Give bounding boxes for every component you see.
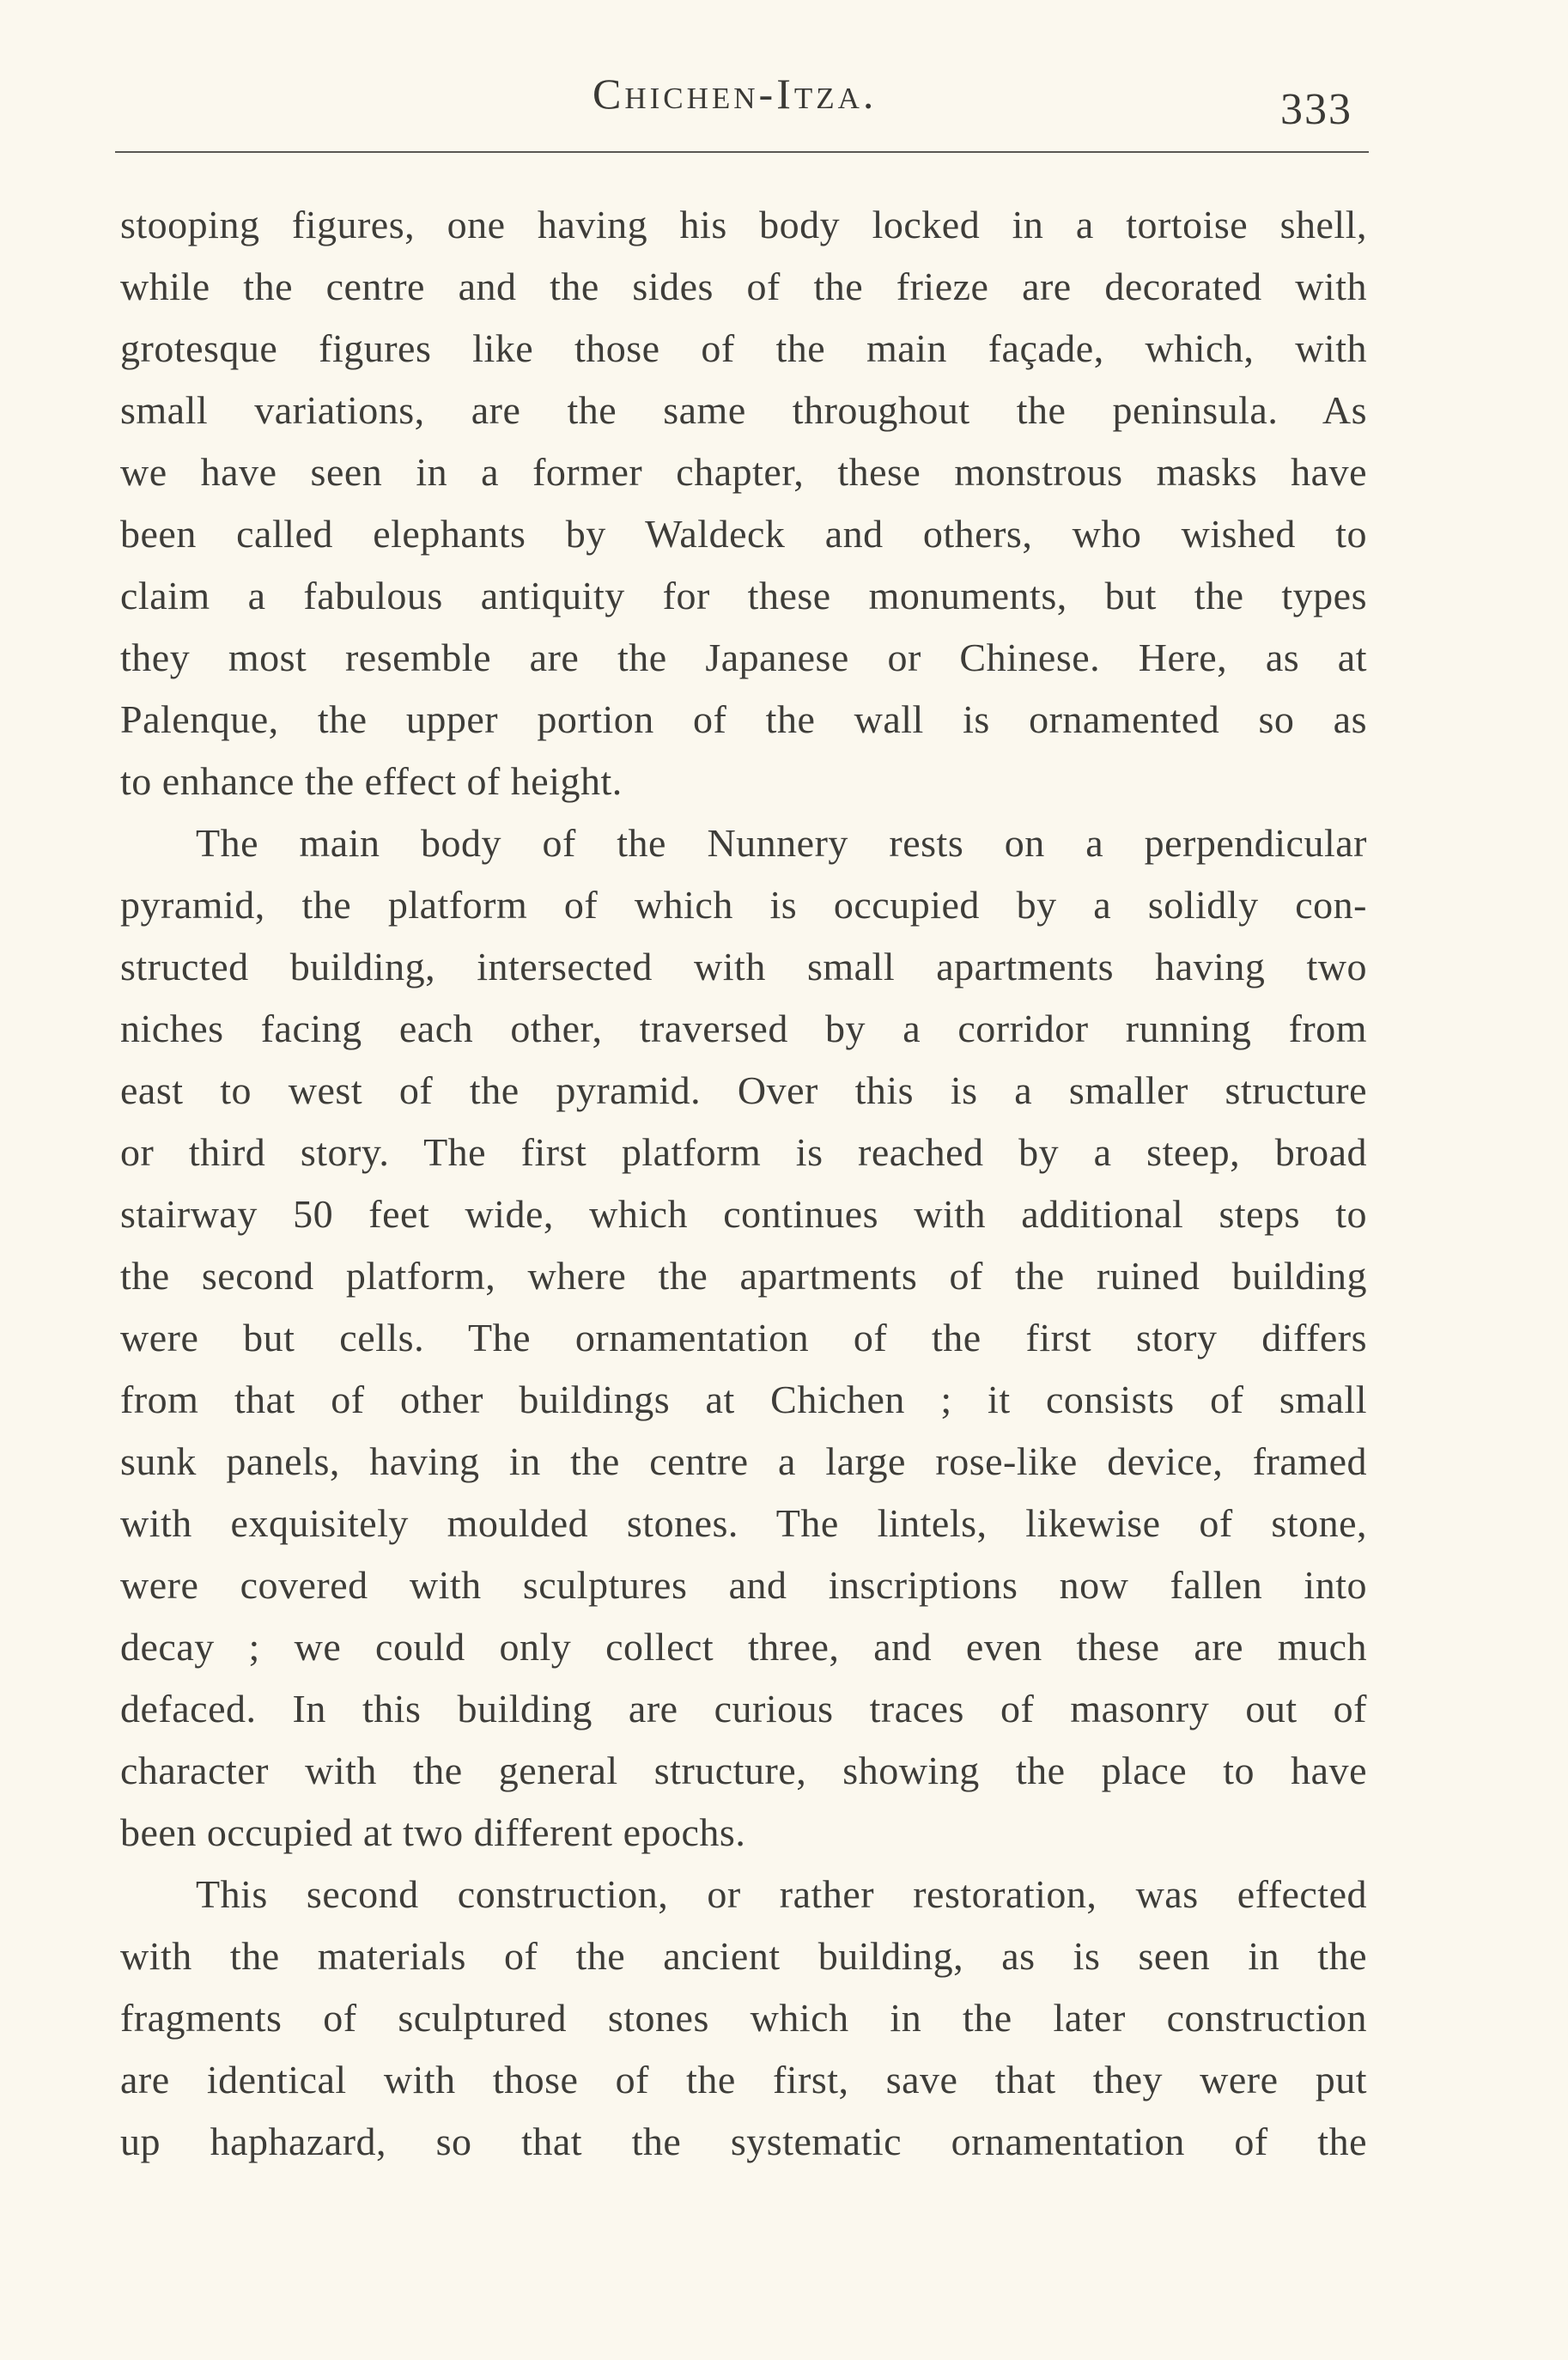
text-line: structed building, intersected with small apartments having two bbox=[120, 945, 1367, 988]
text-line: stairway 50 feet wide, which continues with additional steps to bbox=[120, 1192, 1367, 1236]
text-line: This second construction, or rather restoration, was effected bbox=[196, 1872, 1367, 1916]
text-line: sunk panels, having in the centre a large rose-like device, framed bbox=[120, 1439, 1367, 1483]
text-line: pyramid, the platform of which is occupied by a solidly con- bbox=[120, 883, 1367, 927]
text-line: decay ; we could only collect three, and even these are much bbox=[120, 1625, 1367, 1669]
text-line: grotesque figures like those of the main façade, which, with bbox=[120, 326, 1367, 370]
text-line: from that of other buildings at Chichen ; it consists of small bbox=[120, 1378, 1367, 1421]
text-line: The main body of the Nunnery rests on a perpendicular bbox=[196, 821, 1367, 865]
text-line: or third story. The first platform is reached by a steep, broad bbox=[120, 1130, 1367, 1174]
text-line: while the centre and the sides of the frieze are decorated with bbox=[120, 265, 1367, 308]
text-line: fragments of sculptured stones which in the later construction bbox=[120, 1996, 1367, 2040]
text-line: they most resemble are the Japanese or Chinese. Here, as at bbox=[120, 636, 1367, 679]
text-line: with the materials of the ancient building, as is seen in the bbox=[120, 1934, 1367, 1978]
paragraph-2 bbox=[120, 812, 1367, 1864]
text-line: up haphazard, so that the systematic ornamentation of the bbox=[120, 2120, 1367, 2163]
header-rule bbox=[115, 151, 1369, 153]
text-line: were covered with sculptures and inscriptions now fallen into bbox=[120, 1563, 1367, 1607]
text-line: east to west of the pyramid. Over this is a smaller structure bbox=[120, 1068, 1367, 1112]
text-line: we have seen in a former chapter, these monstrous masks have bbox=[120, 450, 1367, 494]
running-head bbox=[0, 60, 1568, 137]
text-line: defaced. In this building are curious traces of masonry out of bbox=[120, 1687, 1367, 1730]
text-line: small variations, are the same throughout the peninsula. As bbox=[120, 388, 1367, 432]
body-text bbox=[120, 194, 1367, 2173]
text-line: character with the general structure, showing the place to have bbox=[120, 1749, 1367, 1792]
page-number: 333 bbox=[1280, 85, 1352, 134]
text-line: to enhance the effect of height. bbox=[120, 759, 623, 803]
text-line: stooping figures, one having his body locked in a tortoise shell, bbox=[120, 203, 1367, 246]
text-line: are identical with those of the first, save that they were put bbox=[120, 2058, 1367, 2101]
text-line: been called elephants by Waldeck and others, who wished to bbox=[120, 512, 1367, 556]
text-line: with exquisitely moulded stones. The lintels, likewise of stone, bbox=[120, 1501, 1367, 1545]
text-line: Palenque, the upper portion of the wall is ornamented so as bbox=[120, 697, 1367, 741]
text-line: the second platform, where the apartments of the ruined building bbox=[120, 1254, 1367, 1298]
text-line: been occupied at two different epochs. bbox=[120, 1810, 746, 1854]
paragraph-3 bbox=[120, 1864, 1367, 2173]
text-line: niches facing each other, traversed by a corridor running from bbox=[120, 1007, 1367, 1050]
text-line: were but cells. The ornamentation of the first story differs bbox=[120, 1316, 1367, 1359]
text-line: claim a fabulous antiquity for these monuments, but the types bbox=[120, 574, 1367, 617]
paragraph-1 bbox=[120, 194, 1367, 812]
running-title: Chichen-Itza. bbox=[593, 70, 878, 118]
